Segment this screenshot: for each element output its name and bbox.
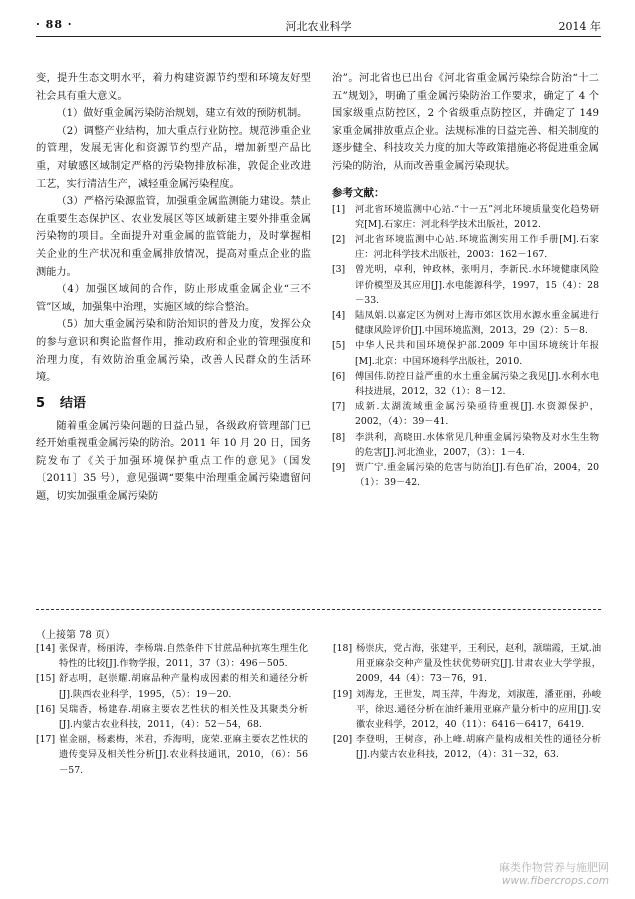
left-column xyxy=(36,70,311,506)
reference-number: [16] xyxy=(36,703,56,715)
right-column xyxy=(332,70,599,490)
section-title: 结语 xyxy=(60,395,87,411)
journal-year: 2014 年 xyxy=(558,20,601,33)
list-item-4: （4）加强区域间的合作，防止形成重金属企业“三不管”区域，加强集中治理，实施区域的综合整治。 xyxy=(36,284,311,313)
reference-number: [20] xyxy=(333,734,353,746)
reference-text: 张保青，杨丽涛，李杨瑞.自然条件下甘蔗品种抗寒生理生化特性的比较[J].作物学报，2011，37（3）：496－505. xyxy=(59,643,308,670)
reference-text: 李洪利，高晓田.水体常见几种重金属污染物及对水生生物的危害[J].河北渔业，2007，（3）：1－4. xyxy=(355,431,599,458)
continued-references-right xyxy=(333,641,601,763)
reference-text: 李登明，王树彦，孙上峰.胡麻产量构成相关性的通径分析[J].内蒙古农业科技，2012，（4）：31－32，63. xyxy=(356,734,601,761)
reference-number: [1] xyxy=(332,203,346,215)
reference-item xyxy=(332,399,599,429)
journal-title: 河北农业科学 xyxy=(285,20,352,33)
reference-item xyxy=(332,338,599,368)
reference-item xyxy=(36,641,308,671)
reference-text: 吴瑞香，杨建春.胡麻主要农艺性状的相关性及其聚类分析[J].内蒙古农业科技，2011，（4）：52－54，68. xyxy=(59,703,308,731)
reference-item xyxy=(332,430,599,460)
watermark xyxy=(499,861,609,888)
list-item-1: （1）做好重金属污染防治规划，建立有效的预防机制。 xyxy=(56,108,308,120)
reference-item xyxy=(332,202,599,232)
reference-item xyxy=(333,732,601,762)
section-divider xyxy=(36,609,601,610)
header-rule xyxy=(36,36,601,37)
reference-item xyxy=(332,460,599,490)
reference-number: [14] xyxy=(36,643,56,654)
reference-number: [4] xyxy=(332,309,346,321)
reference-text: 河北省环境监测中心站.环境监测实用工作手册[M].石家庄：河北科学技术出版社，2003：162－167. xyxy=(355,233,599,261)
reference-number: [2] xyxy=(332,233,346,245)
reference-text: 傅国伟.防控日益严重的水土重金属污染之我见[J].水利水电科技进展，2012，32（1）：8－12. xyxy=(355,370,599,397)
section-number: 5 xyxy=(36,395,46,411)
running-header xyxy=(36,16,601,36)
reference-text: 曾光明，卓利，钟政林，张明月，李新民.水环境健康风险评价模型及其应用[J].水电能源科学，1997，15（4）：28－33. xyxy=(355,264,599,306)
conclusion-paragraph: 随着重金属污染问题的日益凸显，各级政府管理部门已经开始重视重金属污染的防治。2011 年 10 月 20 日，国务院发布了《关于加强环境保护重点工作的意见》（国发〔2011〕35 号），意见强调“要集中治理重金属污染遗留问题，切实加强重金属污染防 xyxy=(36,420,311,503)
page-number: · 88 · xyxy=(36,18,73,31)
reference-number: [18] xyxy=(333,643,353,654)
watermark-url: www.fibercrops.com xyxy=(501,875,609,887)
reference-text: 河北省环境监测中心站.“十一五”河北环境质量变化趋势研究[M].石家庄：河北科学技术出版社，2012. xyxy=(355,203,599,230)
reference-item xyxy=(36,732,308,778)
watermark-text: 麻类作物营养与施肥网 xyxy=(499,861,609,874)
list-item-2: （2）调整产业结构，加大重点行业防控。规范涉重企业的管理，发展无害化和资源节约型产品，增加新型产品比重，对敏感区域制定严格的污染物排放标准，敦促企业改进工艺，实行清洁生产，减轻重金属污染程度。 xyxy=(36,125,311,190)
section-heading xyxy=(36,394,311,414)
conclusion-continued: 治”。河北省也已出台《河北省重金属污染综合防治“十二五”规划》，明确了重金属污染防治工作要求，确定了 4 个国家级重点防控区，2 个省级重点防控区，并确定了 149 家重金属排放重点企业。法规标准的日益完善、相关制度的逐步健全、科技攻关力度的加大等政策措施必将促进重金属污染的防治，从而改善重金属污染现状。 xyxy=(332,73,599,172)
reference-number: [15] xyxy=(36,673,56,685)
body-paragraph: 变，提升生态文明水平，着力构建资源节约型和环境友好型社会具有重大意义。 xyxy=(36,73,311,102)
continuation-label: （上接第 78 页） xyxy=(36,630,116,641)
reference-number: [9] xyxy=(332,462,346,474)
reference-text: 贾广宁.重金属污染的危害与防治[J].有色矿冶，2004，20（1）：39－42. xyxy=(355,462,599,489)
continued-references-left xyxy=(36,641,308,778)
reference-item xyxy=(36,671,308,701)
reference-item xyxy=(333,687,601,733)
reference-text: 舒志明，赵崇耀.胡麻品种产量构成因素的相关和通径分析[J].陕西农业科学，1995，（5）：19－20. xyxy=(59,673,308,700)
reference-item xyxy=(36,702,308,732)
reference-text: 陆凤娟.以嘉定区为例对上海市郊区饮用水源水重金属进行健康风险评价[J].中国环境监测，2013，29（2）：5－8. xyxy=(355,309,599,337)
reference-number: [19] xyxy=(333,688,353,700)
reference-number: [3] xyxy=(332,264,346,276)
reference-text: 中华人民共和国环境保护部.2009 年中国环境统计年报[M].北京：中国环境科学出版社，2010. xyxy=(355,340,599,367)
reference-list xyxy=(332,202,599,491)
reference-text: 崔金丽，杨素梅，米君，乔海明，庞荣.亚麻主要农艺性状的遗传变异及相关性分析[J].农业科技通讯，2010，（6）：56－57. xyxy=(59,734,308,776)
references-heading: 参考文献： xyxy=(332,186,385,199)
list-item-5: （5）加大重金属污染和防治知识的普及力度，发挥公众的参与意识和舆论监督作用，推动政府和企业的管理强度和治理力度，有效防治重金属污染，改善人民群众的生活环境。 xyxy=(36,319,311,384)
list-item-3: （3）严格污染源监管，加强重金属监测能力建设。禁止在重要生态保护区、农业发展区等区域新建主要外排重金属污染物的项目。全面提升对重金属的监管能力，及时掌握相关企业的生产状况和重金属排放情况，提高对重点企业的监测能力。 xyxy=(36,196,311,278)
reference-number: [6] xyxy=(332,370,346,382)
reference-text: 刘海龙，王世发，周玉萍，牛海龙，刘淑莲，潘亚丽，孙峻平，徐迟.通径分析在油纤兼用亚麻产量分析中的应用[J].安徽农业科学，2012，40（11）：6416－6417，6419. xyxy=(356,688,601,731)
reference-item xyxy=(332,232,599,262)
reference-number: [8] xyxy=(332,431,346,443)
reference-item xyxy=(333,641,601,687)
reference-text: 成新.太湖流域重金属污染亟待重视[J].水资源保护，2002，（4）：39－41. xyxy=(355,401,599,428)
reference-item xyxy=(332,369,599,399)
reference-number: [17] xyxy=(36,734,56,746)
reference-item xyxy=(332,308,599,338)
reference-text: 杨崇庆，党占海，张建平，王利民，赵利，颉瑞霞，王斌.油用亚麻杂交种产量及性状优势研究[J].甘肃农业大学学报，2009，44（4）：73－76，91. xyxy=(356,643,601,685)
reference-number: [5] xyxy=(332,340,346,352)
reference-item xyxy=(332,262,599,308)
reference-number: [7] xyxy=(332,401,346,413)
